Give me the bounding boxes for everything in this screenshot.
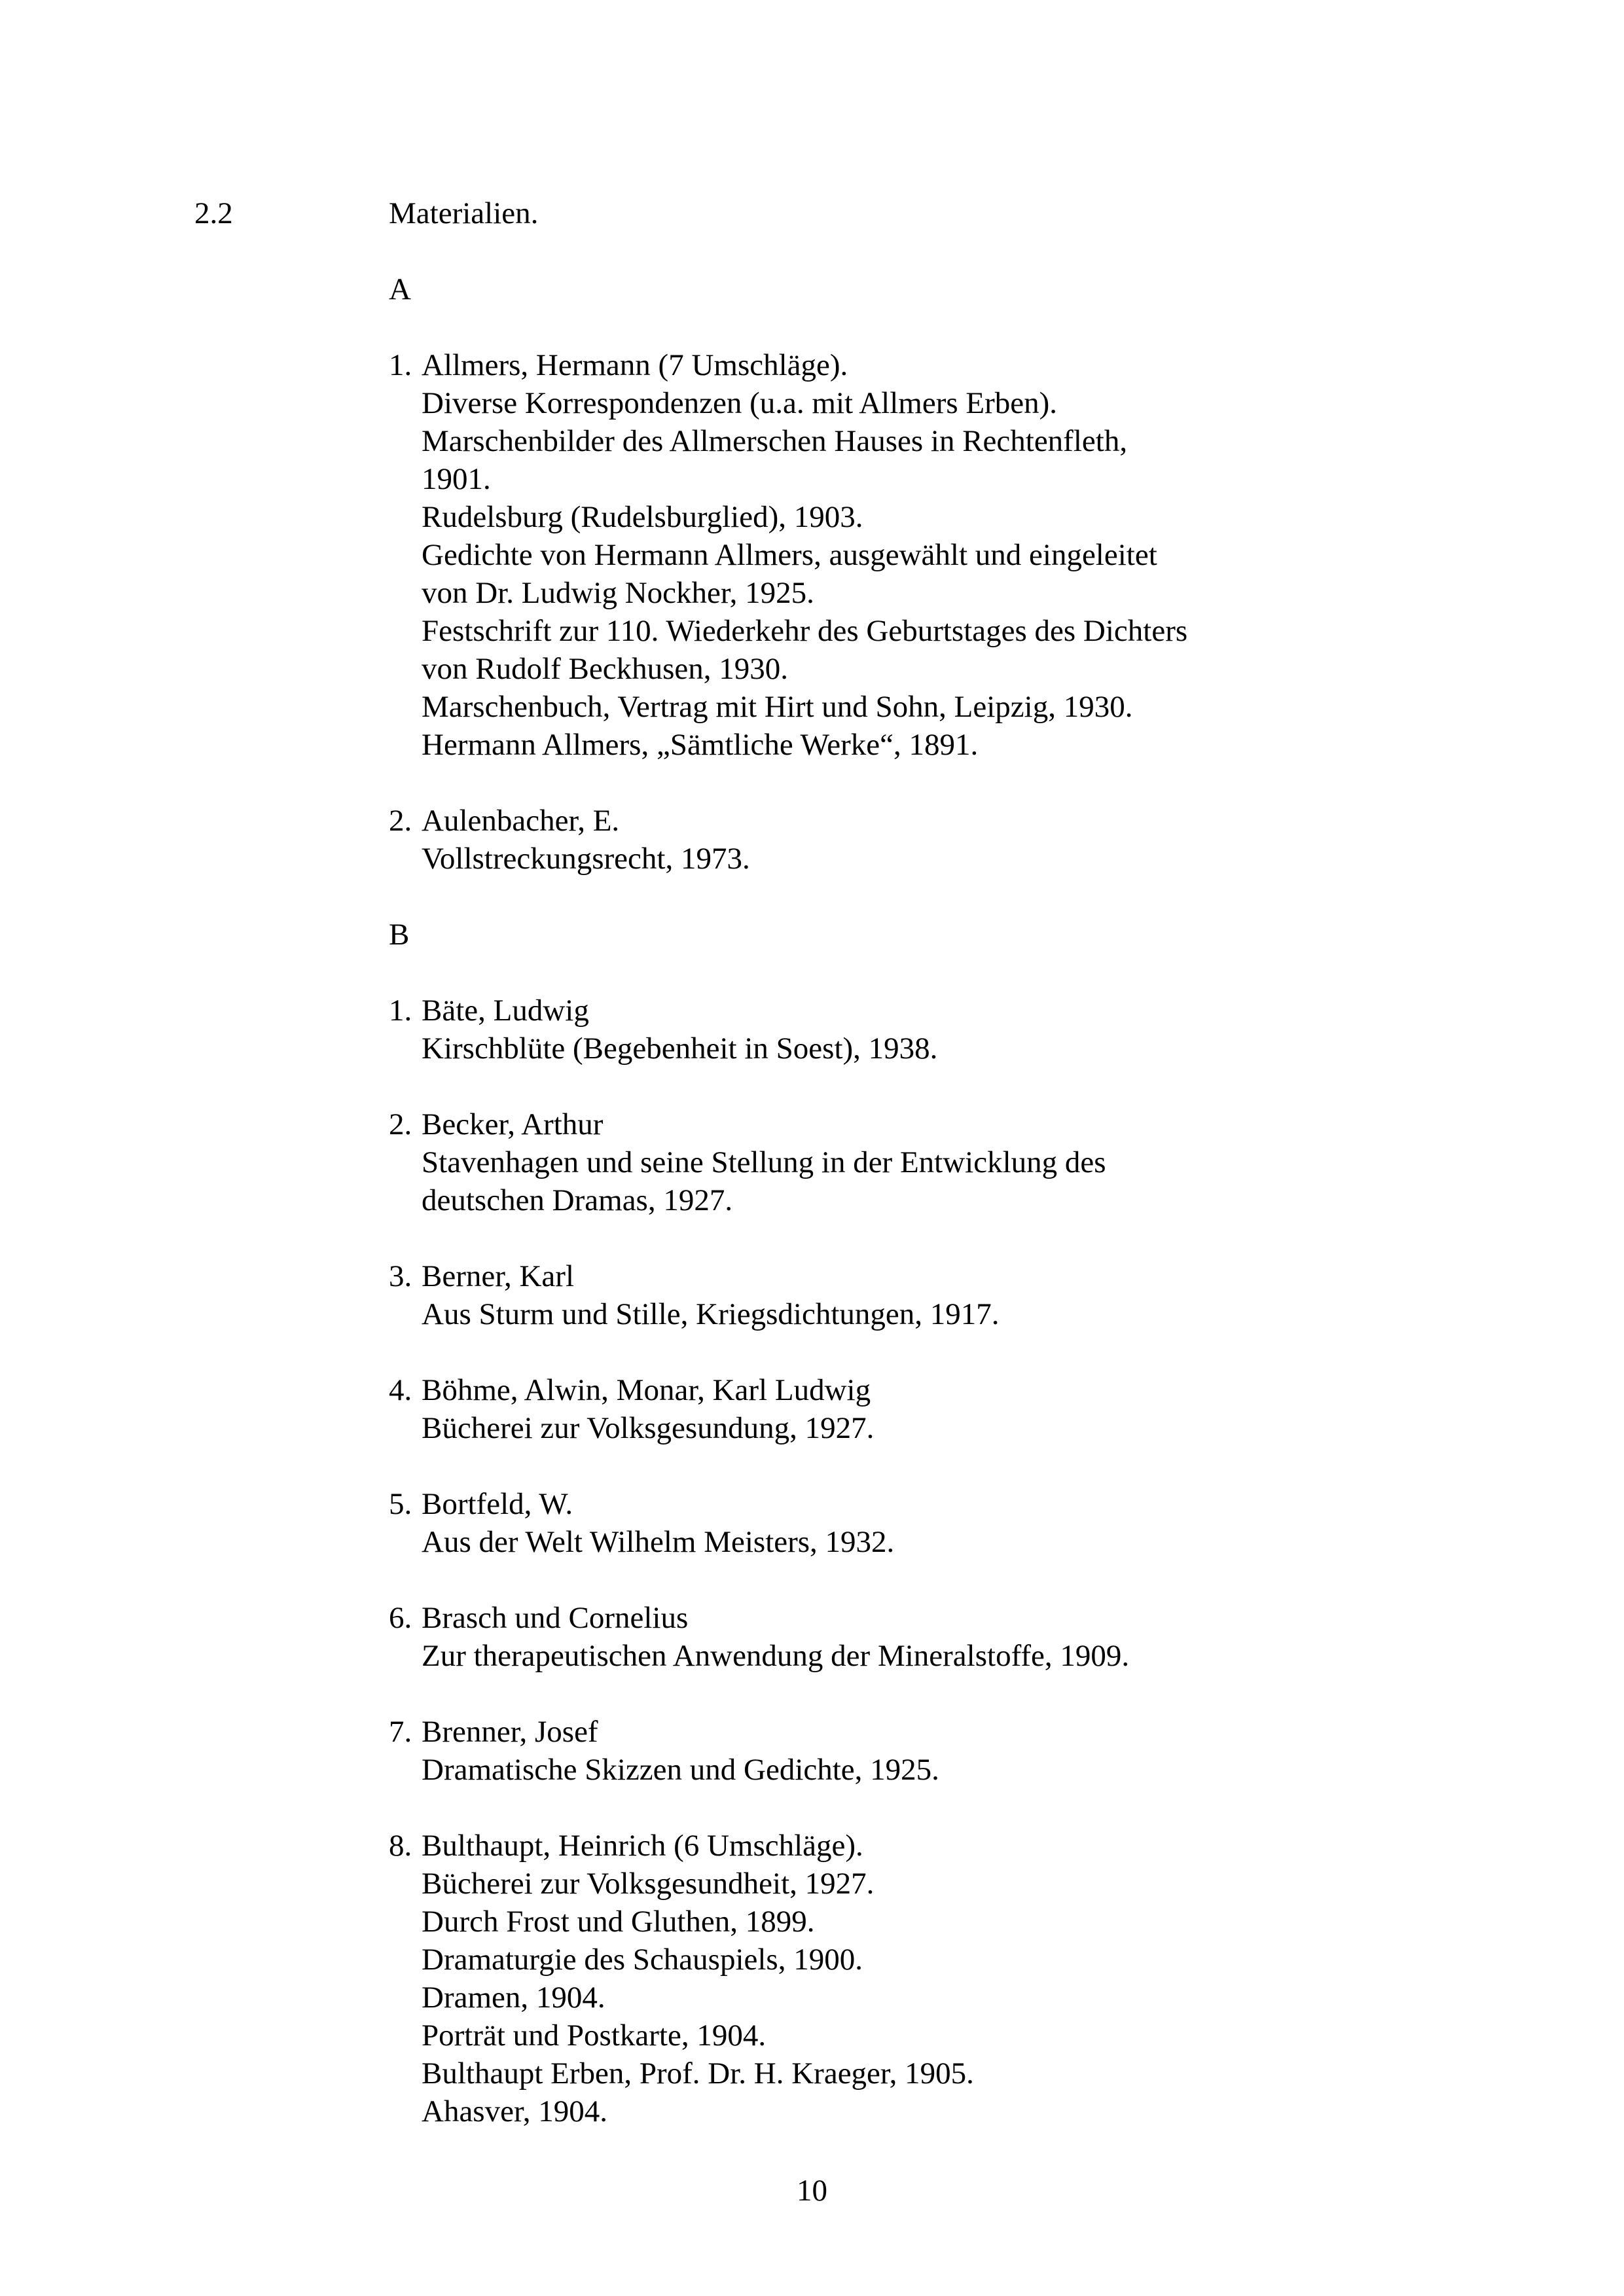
entry-number: 1. — [389, 994, 412, 1028]
entry-line: Vollstreckungsrecht, 1973. — [422, 842, 750, 876]
entry-line: von Dr. Ludwig Nockher, 1925. — [422, 576, 814, 610]
entry-number: 1. — [389, 348, 412, 382]
entry-line: Ahasver, 1904. — [422, 2094, 607, 2128]
list-item — [389, 1257, 1502, 1333]
entry-line: Kirschblüte (Begebenheit in Soest), 1938. — [422, 1031, 938, 1066]
list-item — [389, 1105, 1502, 1219]
entry-line: Dramaturgie des Schauspiels, 1900. — [422, 1943, 863, 1977]
entry-heading — [389, 1713, 1502, 1751]
list-item — [389, 992, 1502, 1067]
materials-list — [389, 270, 1502, 2168]
entry-line: Diverse Korrespondenzen (u.a. mit Allmers Erben). — [422, 386, 1058, 420]
list-item — [389, 346, 1502, 764]
entry-line: Aus Sturm und Stille, Kriegsdichtungen, 1917. — [422, 1297, 1000, 1331]
entry-line: Aus der Welt Wilhelm Meisters, 1932. — [422, 1525, 895, 1559]
entry-heading — [389, 1257, 1502, 1295]
section-number: 2.2 — [194, 196, 233, 230]
entry-author: Allmers, Hermann (7 Umschläge). — [422, 348, 848, 382]
entry-line: Stavenhagen und seine Stellung in der Entwicklung des — [422, 1145, 1106, 1179]
entry-author: Bulthaupt, Heinrich (6 Umschläge). — [422, 1829, 863, 1863]
entry-line: Porträt und Postkarte, 1904. — [422, 2018, 767, 2053]
entry-line: Dramatische Skizzen und Gedichte, 1925. — [422, 1753, 939, 1787]
section-title: Materialien. — [389, 196, 539, 230]
entry-line: Rudelsburg (Rudelsburglied), 1903. — [422, 500, 863, 534]
entry-heading — [389, 1485, 1502, 1523]
entry-author: Berner, Karl — [422, 1259, 575, 1293]
entry-line: Bücherei zur Volksgesundung, 1927. — [422, 1411, 875, 1445]
entry-heading — [389, 802, 1502, 840]
entry-number: 4. — [389, 1373, 412, 1407]
entry-heading — [389, 1105, 1502, 1143]
entry-author: Bäte, Ludwig — [422, 994, 589, 1028]
page-number: 10 — [797, 2174, 827, 2208]
entry-line: Dramen, 1904. — [422, 1981, 605, 2015]
list-item — [389, 1371, 1502, 1447]
entry-author: Aulenbacher, E. — [422, 804, 620, 838]
entry-heading — [389, 1827, 1502, 1865]
entry-number: 2. — [389, 804, 412, 838]
entry-line: Hermann Allmers, „Sämtliche Werke“, 1891. — [422, 728, 979, 762]
entry-author: Brenner, Josef — [422, 1715, 598, 1749]
entry-line: von Rudolf Beckhusen, 1930. — [422, 652, 789, 686]
group-letter: A — [389, 272, 411, 306]
entry-line: Marschenbuch, Vertrag mit Hirt und Sohn, Leipzig, 1930. — [422, 690, 1133, 724]
entry-line: 1901. — [422, 462, 491, 496]
entry-line: deutschen Dramas, 1927. — [422, 1183, 733, 1217]
entry-author: Becker, Arthur — [422, 1107, 604, 1141]
entry-line: Festschrift zur 110. Wiederkehr des Geburtstages des Dichters — [422, 614, 1188, 648]
entry-line: Bulthaupt Erben, Prof. Dr. H. Kraeger, 1905. — [422, 2056, 974, 2090]
entry-line: Bücherei zur Volksgesundheit, 1927. — [422, 1867, 875, 1901]
entry-number: 3. — [389, 1259, 412, 1293]
entry-line: Marschenbilder des Allmerschen Hauses in Rechtenfleth, — [422, 424, 1128, 458]
entry-line: Durch Frost und Gluthen, 1899. — [422, 1905, 815, 1939]
entry-heading — [389, 992, 1502, 1030]
entry-author: Bortfeld, W. — [422, 1487, 573, 1521]
entry-number: 5. — [389, 1487, 412, 1521]
entry-line: Zur therapeutischen Anwendung der Mineralstoffe, 1909. — [422, 1639, 1130, 1673]
entry-number: 6. — [389, 1601, 412, 1635]
entry-number: 7. — [389, 1715, 412, 1749]
list-item — [389, 1827, 1502, 2130]
entry-author: Böhme, Alwin, Monar, Karl Ludwig — [422, 1373, 871, 1407]
list-item — [389, 1713, 1502, 1789]
group-letter: B — [389, 918, 410, 952]
entry-heading — [389, 346, 1502, 384]
entry-number: 2. — [389, 1107, 412, 1141]
entry-line: Gedichte von Hermann Allmers, ausgewählt und eingeleitet — [422, 538, 1157, 572]
entry-author: Brasch und Cornelius — [422, 1601, 689, 1635]
list-item — [389, 1599, 1502, 1675]
list-item — [389, 1485, 1502, 1561]
entry-heading — [389, 1371, 1502, 1409]
list-item — [389, 802, 1502, 878]
entry-heading — [389, 1599, 1502, 1637]
entry-number: 8. — [389, 1829, 412, 1863]
